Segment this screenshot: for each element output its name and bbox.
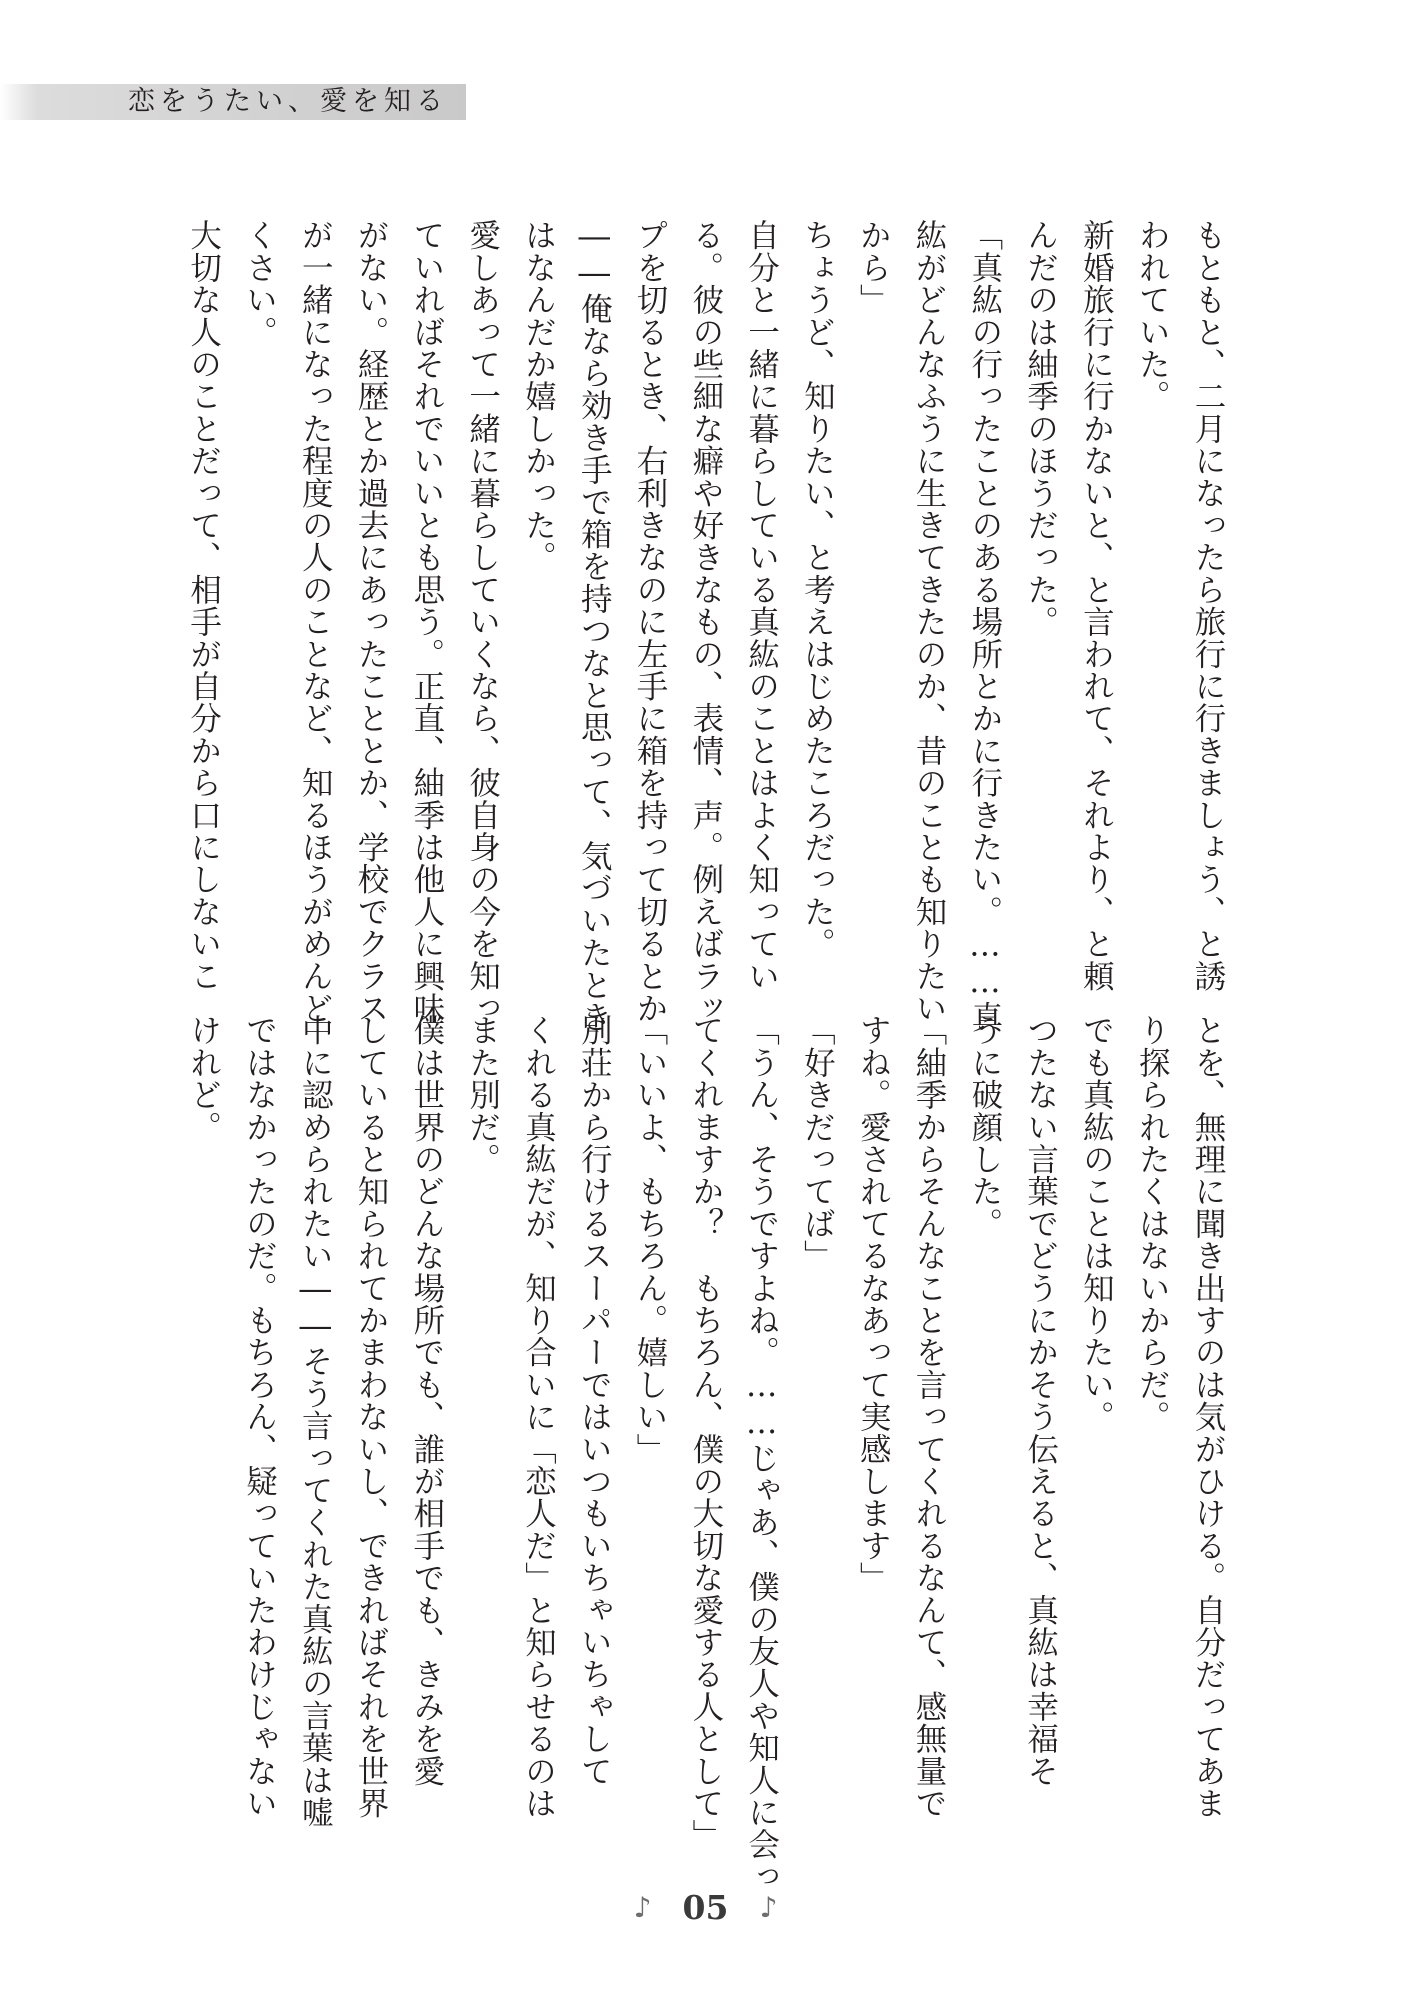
text-line: 紘がどんなふうに生きてきたのか、昔のことも知りたい (911, 219, 948, 1024)
text-line: 「いいよ、もちろん。嬉しい」 (632, 1014, 669, 1465)
text-line: 自分と一緒に暮らしている真紘のことはよく知ってい (743, 219, 780, 992)
text-line: 新婚旅行に行かないと、と言われて、それより、と頼 (1078, 219, 1115, 992)
text-line: が一緒になった程度の人のことなど、知るほうがめんど (297, 219, 334, 1024)
page-number: 05 (682, 1888, 729, 1927)
text-line: くさい。 (241, 219, 278, 348)
text-line: てくれますか？ もちろん、僕の大切な愛する人として」 (687, 1014, 724, 1852)
text-line: うに破顔した。 (966, 1014, 1003, 1240)
text-line: くれる真紘だが、知り合いに「恋人だ」と知らせるのは (520, 1014, 557, 1819)
music-note-icon: ♪ (759, 1891, 778, 1924)
text-line: でも真紘のことは知りたい。 (1078, 1014, 1115, 1433)
text-line: プを切るとき、右利きなのに左手に箱を持って切るとか (632, 219, 669, 1024)
text-line: 中に認められたい――そう言ってくれた真紘の言葉は嘘 (297, 1014, 334, 1828)
text-line: ちょうど、知りたい、と考えはじめたころだった。 (799, 219, 836, 960)
music-note-icon: ♪ (633, 1891, 652, 1924)
running-title: 恋をうたい、愛を知る (128, 86, 448, 117)
text-line: はなんだか嬉しかった。 (520, 219, 557, 574)
text-line: り探られたくはないからだ。 (1134, 1014, 1171, 1433)
text-line: 別荘から行けるスーパーではいつもいちゃいちゃして (576, 1014, 613, 1787)
text-line: すね。愛されてるなあって実感します」 (855, 1014, 892, 1594)
text-line: る。彼の些細な癖や好きなもの、表情、声。例えばラッ (687, 219, 724, 1024)
text-line: していると知られてかまわないし、できればそれを世界 (353, 1014, 390, 1819)
text-block-lower (175, 1014, 1235, 1893)
text-line: また別だ。 (464, 1014, 501, 1175)
text-line: がない。経歴とか過去にあったこととか、学校でクラス (353, 219, 390, 1024)
text-line: 「真紘の行ったことのある場所とかに行きたい。……真 (966, 219, 1003, 1033)
text-line: 大切な人のことだって、相手が自分から口にしないこ (185, 219, 222, 992)
text-line: んだのは紬季のほうだった。 (1022, 219, 1059, 638)
text-line: もともと、二月になったら旅行に行きましょう、と誘 (1190, 219, 1226, 992)
text-line: われていた。 (1134, 219, 1171, 413)
text-line: 「うん、そうですよね。……じゃあ、僕の友人や知人に会っ (743, 1014, 780, 1893)
text-line: 「紬季からそんなことを言ってくれるなんて、感無量で (911, 1014, 948, 1819)
text-line: ――俺なら効き手で箱を持つなと思って、気づいたとき (576, 219, 613, 1033)
text-block-upper (175, 219, 1235, 1033)
text-line: 僕は世界のどんな場所でも、誰が相手でも、きみを愛 (408, 1014, 445, 1787)
text-line: から」 (855, 219, 892, 316)
text-line: とを、無理に聞き出すのは気がひける。自分だってあま (1190, 1014, 1226, 1819)
running-header (0, 84, 466, 120)
text-line: 愛しあって一緒に暮らしていくなら、彼自身の今を知っ (464, 219, 501, 1024)
text-line: ていればそれでいいとも思う。正直、紬季は他人に興味 (408, 219, 445, 1024)
text-line: つたない言葉でどうにかそう伝えると、真紘は幸福そ (1022, 1014, 1059, 1787)
page-footer (0, 1888, 1411, 1927)
text-line: ではなかったのだ。もちろん、疑っていたわけじゃない (241, 1014, 278, 1819)
text-line: けれど。 (185, 1014, 222, 1143)
text-line: 「好きだってば」 (799, 1014, 836, 1272)
